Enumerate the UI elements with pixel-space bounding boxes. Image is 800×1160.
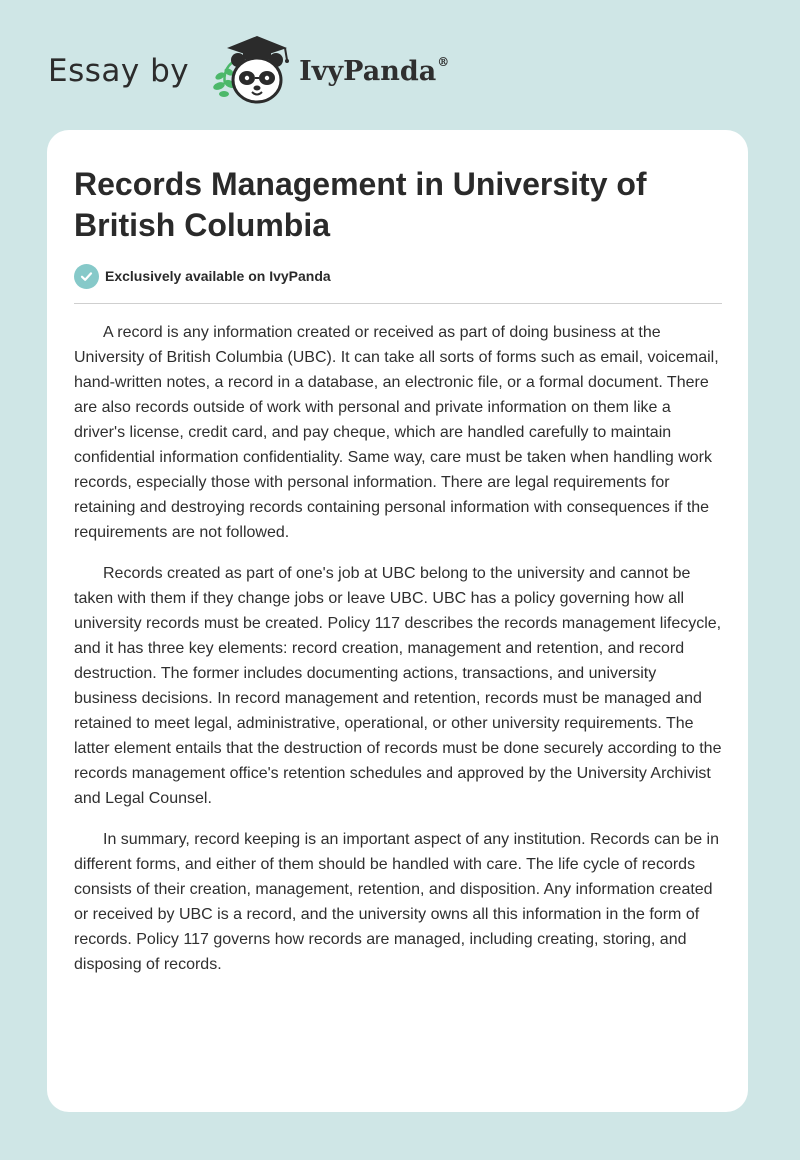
paragraph: In summary, record keeping is an important aspect of any institution. Records can be in different forms, and either of them should be handled with care. The life cycle of records consists of their creation, management, retention, and disposition. Any information created or received by UBC is a record, and the university owns all this information in the form of records. Policy 117 governs how records are managed, including creating, storing, and disposing of records. (74, 831, 720, 973)
exclusive-badge (74, 263, 331, 289)
panda-logo-icon[interactable] (203, 34, 295, 108)
registered-mark: ® (437, 55, 450, 69)
essay-by-label: Essay by (48, 53, 190, 89)
site-header (48, 36, 449, 106)
divider (74, 303, 722, 304)
article-body (74, 320, 722, 993)
check-icon (74, 264, 99, 289)
paragraph: Records created as part of one's job at UBC belong to the university and cannot be taken with them if they change jobs or leave UBC. UBC has a policy governing how all university records must be created. Policy 117 describes the records management lifecycle, and it has three key elements: record creation, management and retention, and record destruction. The former includes documenting actions, transactions, and university business decisions. In record management and retention, records must be managed and retained to meet legal, administrative, operational, or other university requirements. The latter element entails that the destruction of records must be done securely according to the records management office's retention schedules and approved by the University Archivist and Legal Counsel. (74, 565, 722, 807)
brand-name[interactable] (299, 55, 449, 87)
badge-label: Exclusively available on IvyPanda (105, 268, 331, 284)
page-title: Records Management in University of British Columbia (74, 166, 647, 243)
essay-card (47, 130, 748, 1112)
brand-text: IvyPanda (299, 56, 437, 87)
paragraph: A record is any information created or received as part of doing business at the University of British Columbia (UBC). It can take all sorts of forms such as email, voicemail, hand-written notes, a record in a database, an electronic file, or a formal document. There are also records outside of work with personal and private information on them like a driver's license, credit card, and pay cheque, which are handled carefully to maintain confidential information confidentiality. Same way, care must be taken when handling work records, especially those with personal information. There are legal requirements for retaining and destroying records containing personal information with consequences if the requirements are not followed. (74, 324, 719, 541)
